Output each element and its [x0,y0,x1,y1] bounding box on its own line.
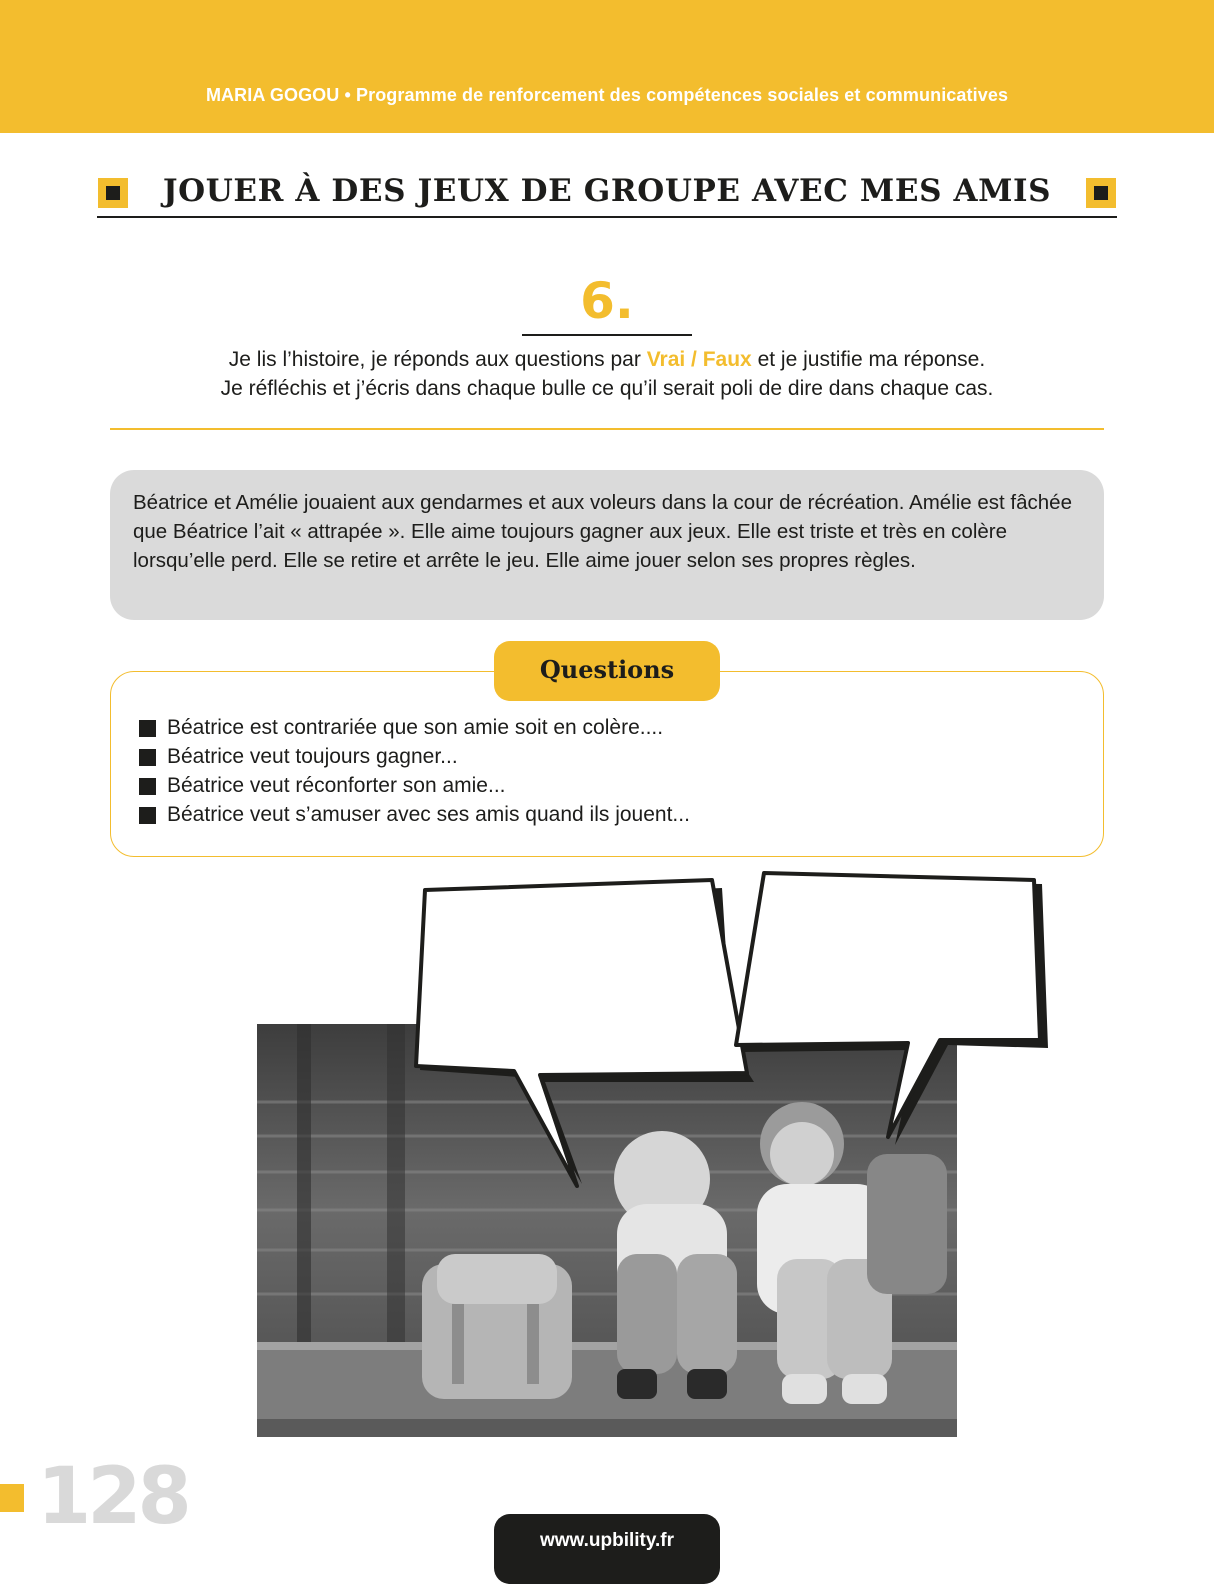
true-false-highlight: Vrai / Faux [646,348,752,371]
header-subtitle: Programme de renforcement des compétences sociales et communicatives [356,85,1009,105]
questions-heading: Questions [494,641,720,701]
instructions [100,345,1114,403]
list-item [139,742,690,771]
square-bullet-icon [139,749,156,766]
children-photo [257,1024,957,1437]
story-text: Béatrice et Amélie jouaient aux gendarmes et aux voleurs dans la cour de récréation. Amélie est fâchée que Béatrice l’ait « attrapée ». Elle aime toujours gagner aux jeux. Elle est triste et très en colère lorsqu’elle perd. Elle se retire et arrête le jeu. Elle aime jouer selon ses propres règles. [133,491,1072,572]
square-bullet-icon [139,807,156,824]
header-author: MARIA GOGOU [205,85,340,105]
instructions-text: Je lis l’histoire, je réponds aux questions par [228,348,647,371]
question-text: Béatrice est contrariée que son amie soit en colère.... [167,716,664,739]
header-text [0,85,1214,106]
footer-url-text[interactable]: www.upbility.fr [539,1530,675,1551]
square-bullet-icon [139,778,156,795]
question-text: Béatrice veut réconforter son amie... [167,774,506,797]
page-number-marker [0,1484,24,1512]
instructions-text: et je justifie ma réponse. [751,348,986,371]
header-separator: • [344,85,351,105]
page-title: JOUER À DES JEUX DE GROUPE AVEC MES AMIS [162,173,1052,209]
instructions-line-1 [100,345,1114,374]
list-item [139,800,690,829]
step-underline [522,334,692,336]
title-row [97,168,1117,218]
step-number: 6. [580,272,634,330]
question-text: Béatrice veut toujours gagner... [167,745,458,768]
instructions-line-2: Je réfléchis et j’écris dans chaque bulle ce qu’il serait poli de dire dans chaque cas. [220,377,994,400]
footer-url[interactable] [494,1514,720,1584]
list-item [139,713,690,742]
square-bullet-icon [1086,178,1116,208]
section-divider [110,428,1104,430]
questions-list [139,713,690,829]
question-text: Béatrice veut s’amuser avec ses amis quand ils jouent... [167,803,690,826]
header-band [0,0,1214,133]
story-box [110,470,1104,620]
list-item [139,771,690,800]
page-number: 128 [37,1452,188,1542]
square-bullet-icon [139,720,156,737]
